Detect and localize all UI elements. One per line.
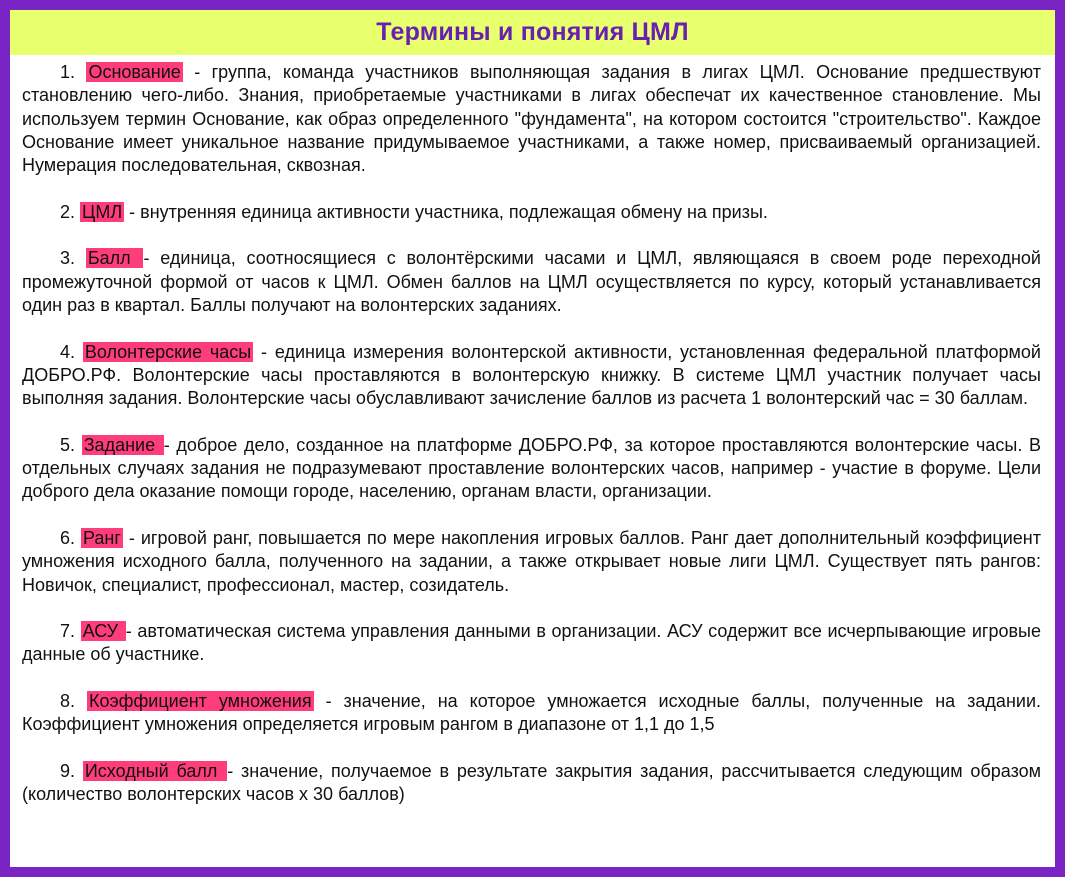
term-number: 8. bbox=[60, 691, 76, 712]
term-highlight: Исходный балл bbox=[84, 760, 226, 781]
term-number: 3. bbox=[60, 248, 76, 269]
term-highlight: Основание bbox=[88, 62, 181, 82]
term-item bbox=[22, 341, 1041, 411]
term-number: 9. bbox=[60, 760, 76, 781]
term-highlight: Ранг bbox=[82, 527, 121, 548]
term-item bbox=[22, 527, 1041, 597]
terms-list bbox=[10, 55, 1055, 807]
term-number: 5. bbox=[60, 434, 76, 455]
term-highlight: Волонтерские часы bbox=[84, 341, 252, 362]
term-item bbox=[22, 61, 1041, 177]
term-item bbox=[22, 201, 1041, 224]
term-definition: - единица, соотносящиеся с волонтёрскими часами и ЦМЛ, являющаяся в своем роде переходной промежуточной формой от часов к ЦМЛ. Обмен баллов на ЦМЛ осуществляется по курсу, который устанавливается один раз в квартал. Баллы получают на волонтерских заданиях. bbox=[22, 248, 1041, 315]
term-definition: - значение, на которое умножается исходные баллы, полученные на задании. Коэффициент умножения определяется игровым рангом в диапазоне от 1,1 до 1,5 bbox=[22, 691, 1041, 735]
term-item bbox=[22, 434, 1041, 504]
term-definition: - группа, команда участников выполняющая задания в лигах ЦМЛ. Основание предшествуют становлению чего-либо. Знания, приобретаемые участниками в лигах обеспечат их качественное становление. Мы используем термин Основание, как образ определенного "фундамента", на котором состоится "строительство". Каждое Основание имеет уникальное название придумываемое участниками, а также номер, присваиваемый организацией. Нумерация последовательная, сквозная. bbox=[22, 62, 1041, 176]
term-highlight: Задание bbox=[83, 434, 162, 455]
term-number: 4. bbox=[60, 341, 76, 362]
term-definition: - доброе дело, созданное на платформе ДОБРО.РФ, за которое проставляются волонтерские часы. В отдельных случаях задания не подразумевают проставление волонтерских часов, например - участие в форуме. Цели доброго дела оказание помощи городе, населению, органам власти, организации. bbox=[22, 434, 1041, 502]
document-frame bbox=[10, 10, 1055, 867]
term-number: 7. bbox=[60, 621, 76, 642]
term-definition: - игровой ранг, повышается по мере накопления игровых баллов. Ранг дает дополнительный коэффициент умножения исходного балла, полученного на задании, а также открывает новые лиги ЦМЛ. Существует пять рангов: Новичок, специалист, профессионал, мастер, созидатель. bbox=[22, 527, 1041, 595]
term-number: 1. bbox=[60, 62, 76, 82]
term-definition: - автоматическая система управления данными в организации. АСУ содержит все исчерпывающие игровые данные об участнике. bbox=[22, 621, 1041, 665]
term-highlight: ЦМЛ bbox=[82, 201, 123, 222]
term-highlight: Коэффициент умножения bbox=[89, 691, 312, 712]
term-number: 6. bbox=[60, 527, 76, 548]
term-item bbox=[22, 690, 1041, 737]
term-highlight: Балл bbox=[87, 248, 142, 269]
term-definition: - значение, получаемое в результате закрытия задания, рассчитывается следующим образом (количество волонтерских часов х 30 баллов) bbox=[22, 760, 1042, 805]
term-definition: - единица измерения волонтерской активности, установленная федеральной платформой ДОБРО.РФ. Волонтерские часы проставляются в волонтерскую книжку. В системе ЦМЛ участник получает часы выполняя задания. Волонтерские часы обуславливают зачисление баллов из расчета 1 волонтерский час = 30 баллам. bbox=[22, 341, 1041, 409]
term-number: 2. bbox=[60, 201, 76, 222]
term-highlight: АСУ bbox=[82, 621, 124, 642]
page-title: Термины и понятия ЦМЛ bbox=[376, 18, 689, 46]
term-item bbox=[22, 620, 1041, 667]
title-bar bbox=[10, 10, 1055, 55]
term-item bbox=[22, 247, 1041, 317]
term-definition: - внутренняя единица активности участника, подлежащая обмену на призы. bbox=[124, 201, 768, 222]
term-item bbox=[22, 760, 1041, 807]
